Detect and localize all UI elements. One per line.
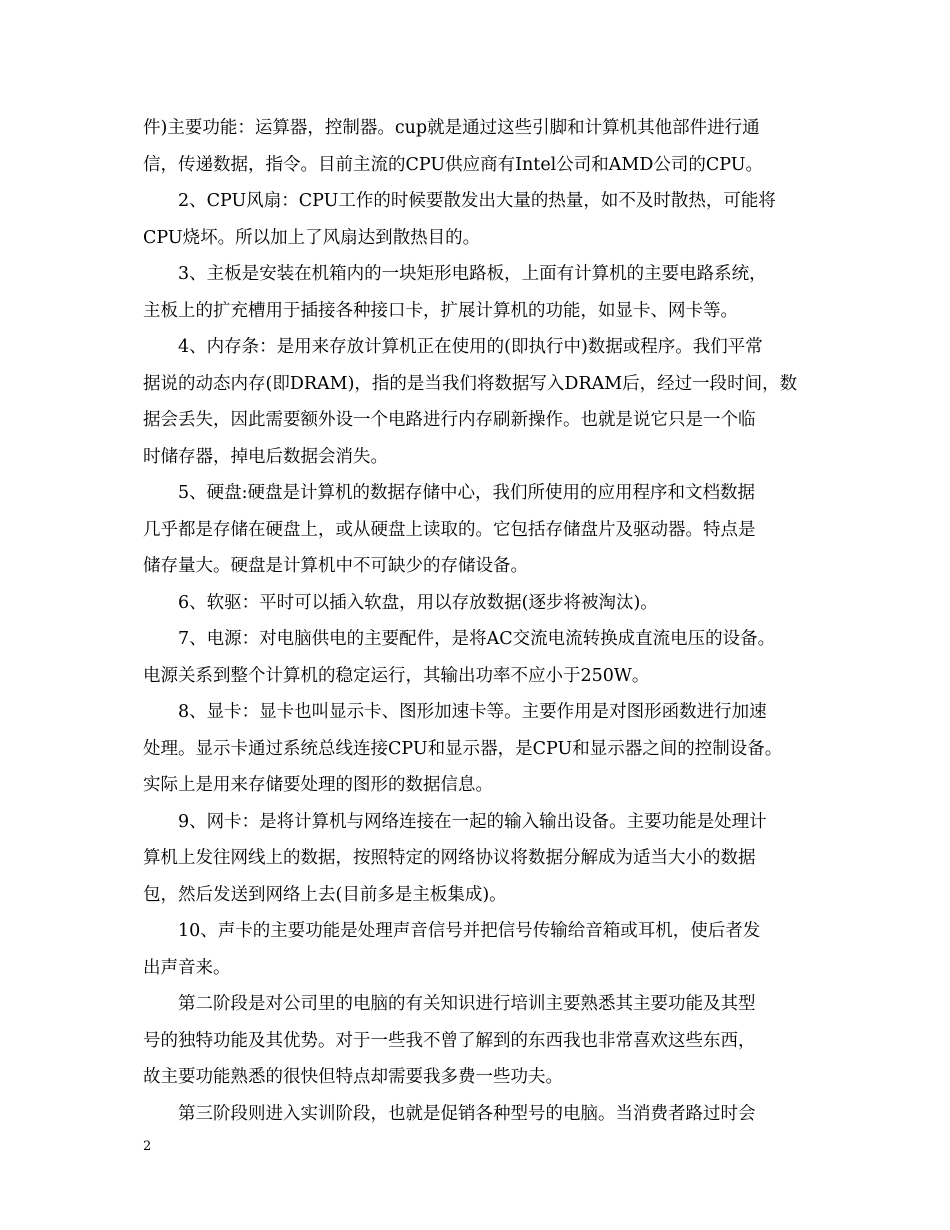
text-line: 据说的动态内存(即DRAM)，指的是当我们将数据写入DRAM后，经过一段时间，数 — [143, 373, 798, 394]
text-line: 件)主要功能：运算器，控制器。cup就是通过这些引脚和计算机其他部件进行通 — [143, 118, 760, 138]
text-line: 10、声卡的主要功能是处理声音信号并把信号传输给音箱或耳机，使后者发 — [178, 921, 761, 941]
text-line: 实际上是用来存储要处理的图形的数据信息。 — [143, 775, 493, 795]
text-line: 电源关系到整个计算机的稳定运行，其输出功率不应小于250W。 — [143, 665, 650, 686]
text-line: 4、内存条：是用来存放计算机正在使用的(即执行中)数据或程序。我们平常 — [178, 337, 763, 357]
body-text — [143, 110, 811, 1132]
text-line: 3、主板是安装在机箱内的一块矩形电路板，上面有计算机的主要电路系统， — [178, 264, 767, 284]
text-line: 2、CPU风扇：CPU工作的时候要散发出大量的热量，如不及时散热，可能将 — [178, 191, 776, 211]
text-line: 信，传递数据，指令。目前主流的CPU供应商有Intel公司和AMD公司的CPU。 — [143, 154, 763, 175]
text-line: CPU烧坏。所以加上了风扇达到散热目的。 — [143, 227, 481, 248]
text-line: 处理。显示卡通过系统总线连接CPU和显示器，是CPU和显示器之间的控制设备。 — [143, 738, 783, 759]
text-line: 6、软驱：平时可以插入软盘，用以存放数据(逐步将被淘汰)。 — [178, 592, 658, 613]
text-line: 储存量大。硬盘是计算机中不可缺少的存储设备。 — [143, 556, 528, 576]
text-line: 第三阶段则进入实训阶段，也就是促销各种型号的电脑。当消费者路过时会 — [178, 1103, 756, 1124]
text-line: 8、显卡：显卡也叫显示卡、图形加速卡等。主要作用是对图形函数进行加速 — [178, 702, 767, 722]
text-line: 时储存器，掉电后数据会消失。 — [143, 446, 388, 467]
text-line: 出声音来。 — [143, 957, 231, 978]
text-line: 几乎都是存储在硬盘上，或从硬盘上读取的。它包括存储盘片及驱动器。特点是 — [143, 519, 756, 540]
text-line: 第二阶段是对公司里的电脑的有关知识进行培训主要熟悉其主要功能及其型 — [178, 994, 756, 1014]
text-line: 算机上发往网线上的数据，按照特定的网络协议将数据分解成为适当大小的数据 — [143, 848, 756, 868]
text-line: 号的独特功能及其优势。对于一些我不曾了解到的东西我也非常喜欢这些东西， — [143, 1030, 756, 1051]
text-line: 主板上的扩充槽用于插接各种接口卡，扩展计算机的功能，如显卡、网卡等。 — [143, 300, 738, 321]
text-line: 5、硬盘:硬盘是计算机的数据存储中心，我们所使用的应用程序和文档数据 — [178, 483, 756, 503]
text-line: 7、电源：对电脑供电的主要配件，是将AC交流电流转换成直流电压的设备。 — [178, 629, 776, 649]
text-line: 包，然后发送到网络上去(目前多是主板集成)。 — [143, 884, 507, 905]
page-number: 2 — [143, 1139, 152, 1154]
text-line: 故主要功能熟悉的很快但特点却需要我多费一些功夫。 — [143, 1067, 563, 1087]
text-line: 9、网卡：是将计算机与网络连接在一起的输入输出设备。主要功能是处理计 — [178, 811, 767, 832]
text-line: 据会丢失，因此需要额外设一个电路进行内存刷新操作。也就是说它只是一个临 — [143, 410, 756, 430]
